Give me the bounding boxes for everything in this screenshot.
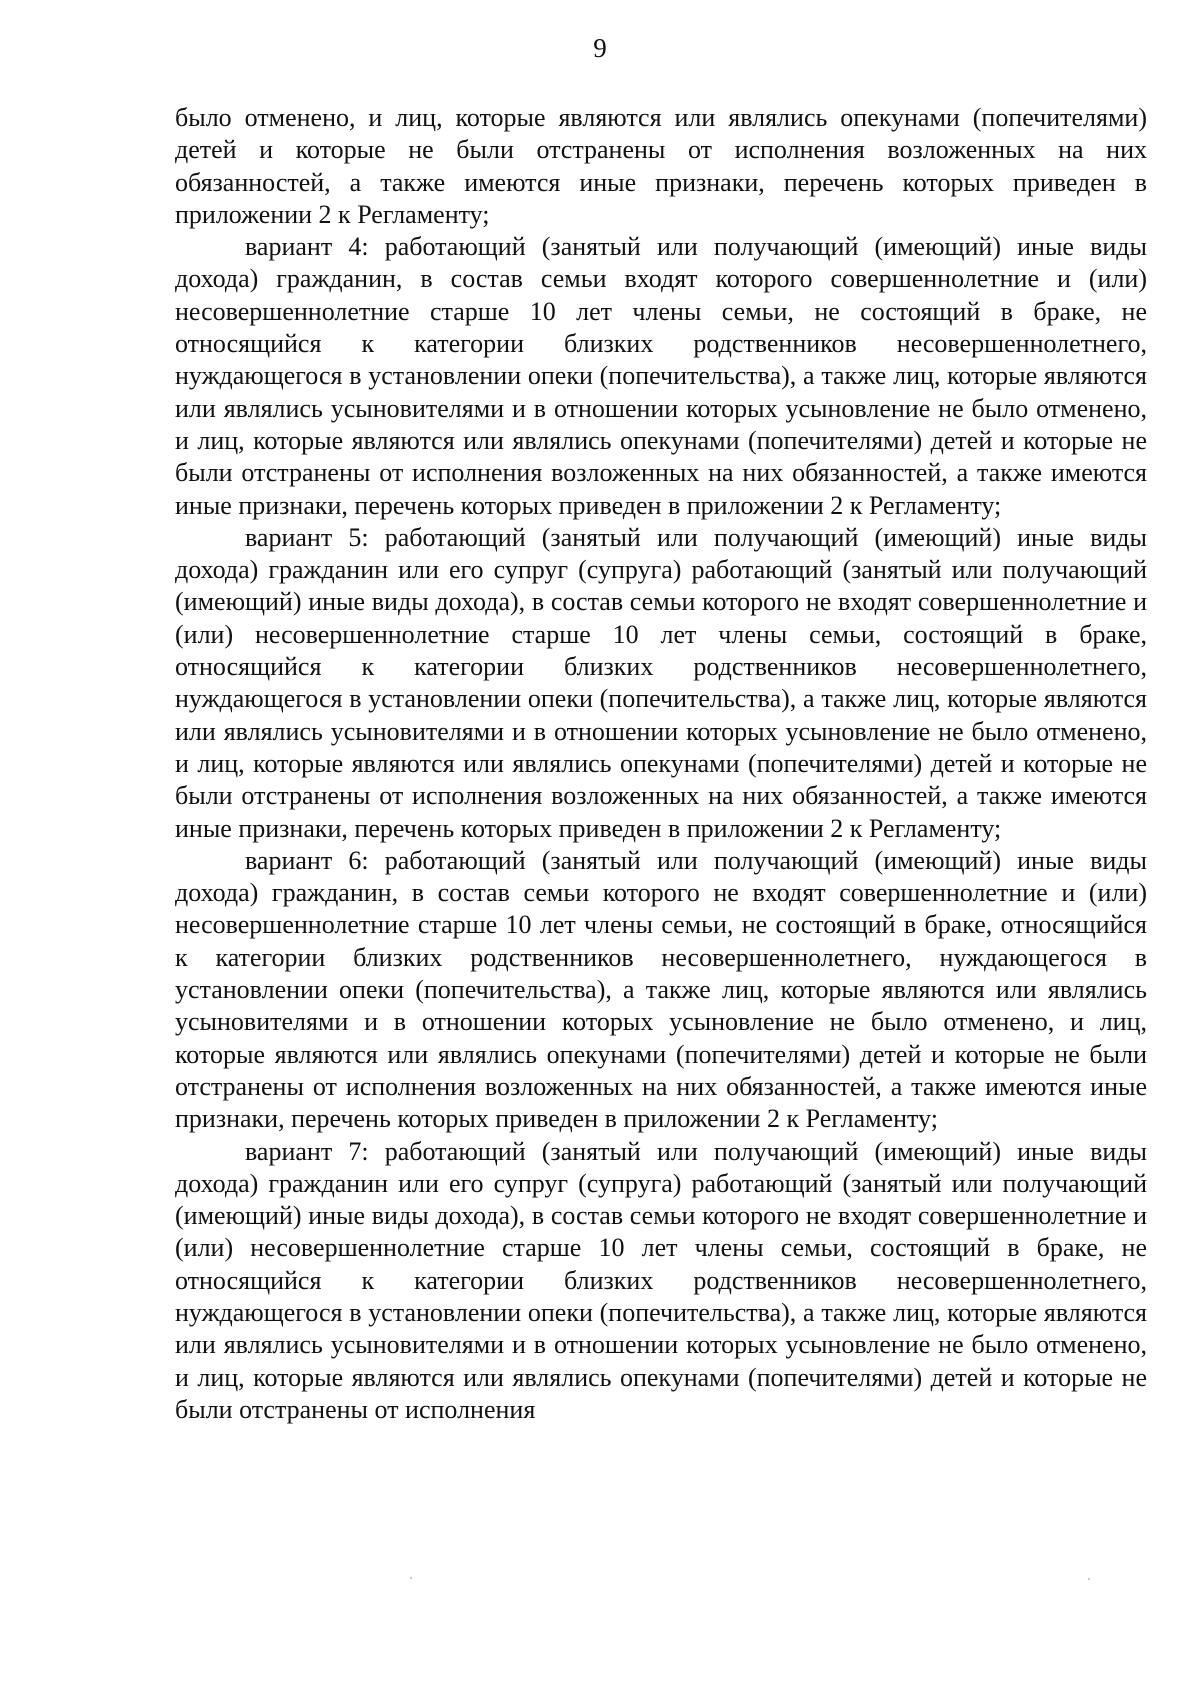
scan-speck	[410, 1577, 412, 1579]
paragraph-variant-4: вариант 4: работающий (занятый или получающий (имеющий) иные виды дохода) гражданин, в состав семьи входят которого совершеннолетние и (или) несовершеннолетние старше 10 лет члены семьи, не состоящий в браке, не относящийся к категории близких родственников несовершеннолетнего, нуждающегося в установлении опеки (попечительства), а также лиц, которые являются или являлись усыновителями и в отношении которых усыновление не было отменено, и лиц, которые являются или являлись опекунами (попечителями) детей и которые не были отстранены от исполнения возложенных на них обязанностей, а также имеются иные признаки, перечень которых приведен в приложении 2 к Регламенту;	[175, 232, 1147, 520]
document-body	[175, 102, 1147, 1426]
paragraph-variant-7: вариант 7: работающий (занятый или получающий (имеющий) иные виды дохода) гражданин или его супруг (супруга) работающий (занятый или получающий (имеющий) иные виды дохода), в состав семьи которого не входят совершеннолетние и (или) несовершеннолетние старше 10 лет члены семьи, состоящий в браке, не относящийся к категории близких родственников несовершеннолетнего, нуждающегося в установлении опеки (попечительства), а также лиц, которые являются или являлись усыновителями и в отношении которых усыновление не было отменено, и лиц, которые являются или являлись опекунами (попечителями) детей и которые не были отстранены от исполнения	[175, 1136, 1147, 1424]
paragraph-variant-6: вариант 6: работающий (занятый или получающий (имеющий) иные виды дохода) гражданин, в состав семьи которого не входят совершеннолетние и (или) несовершеннолетние старше 10 лет члены семьи, не состоящий в браке, относящийся к категории близких родственников несовершеннолетнего, нуждающегося в установлении опеки (попечительства), а также лиц, которые являются или являлись усыновителями и в отношении которых усыновление не было отменено, и лиц, которые являются или являлись опекунами (попечителями) детей и которые не были отстранены от исполнения возложенных на них обязанностей, а также имеются иные признаки, перечень которых приведен в приложении 2 к Регламенту;	[175, 845, 1147, 1134]
page-number: 9	[593, 33, 607, 63]
scan-speck	[1088, 1578, 1090, 1580]
paragraph-continuation: было отменено, и лиц, которые являются или являлись опекунами (попечителями) детей и которые не были отстранены от исполнения возложенных на них обязанностей, а также имеются иные признаки, перечень которых приведен в приложении 2 к Регламенту;	[175, 103, 1147, 229]
paragraph-variant-5: вариант 5: работающий (занятый или получающий (имеющий) иные виды дохода) гражданин или его супруг (супруга) работающий (занятый или получающий (имеющий) иные виды дохода), в состав семьи которого не входят совершеннолетние и (или) несовершеннолетние старше 10 лет члены семьи, состоящий в браке, относящийся к категории близких родственников несовершеннолетнего, нуждающегося в установлении опеки (попечительства), а также лиц, которые являются или являлись усыновителями и в отношении которых усыновление не было отменено, и лиц, которые являются или являлись опекунами (попечителями) детей и которые не были отстранены от исполнения возложенных на них обязанностей, а также имеются иные признаки, перечень которых приведен в приложении 2 к Регламенту;	[175, 522, 1147, 843]
